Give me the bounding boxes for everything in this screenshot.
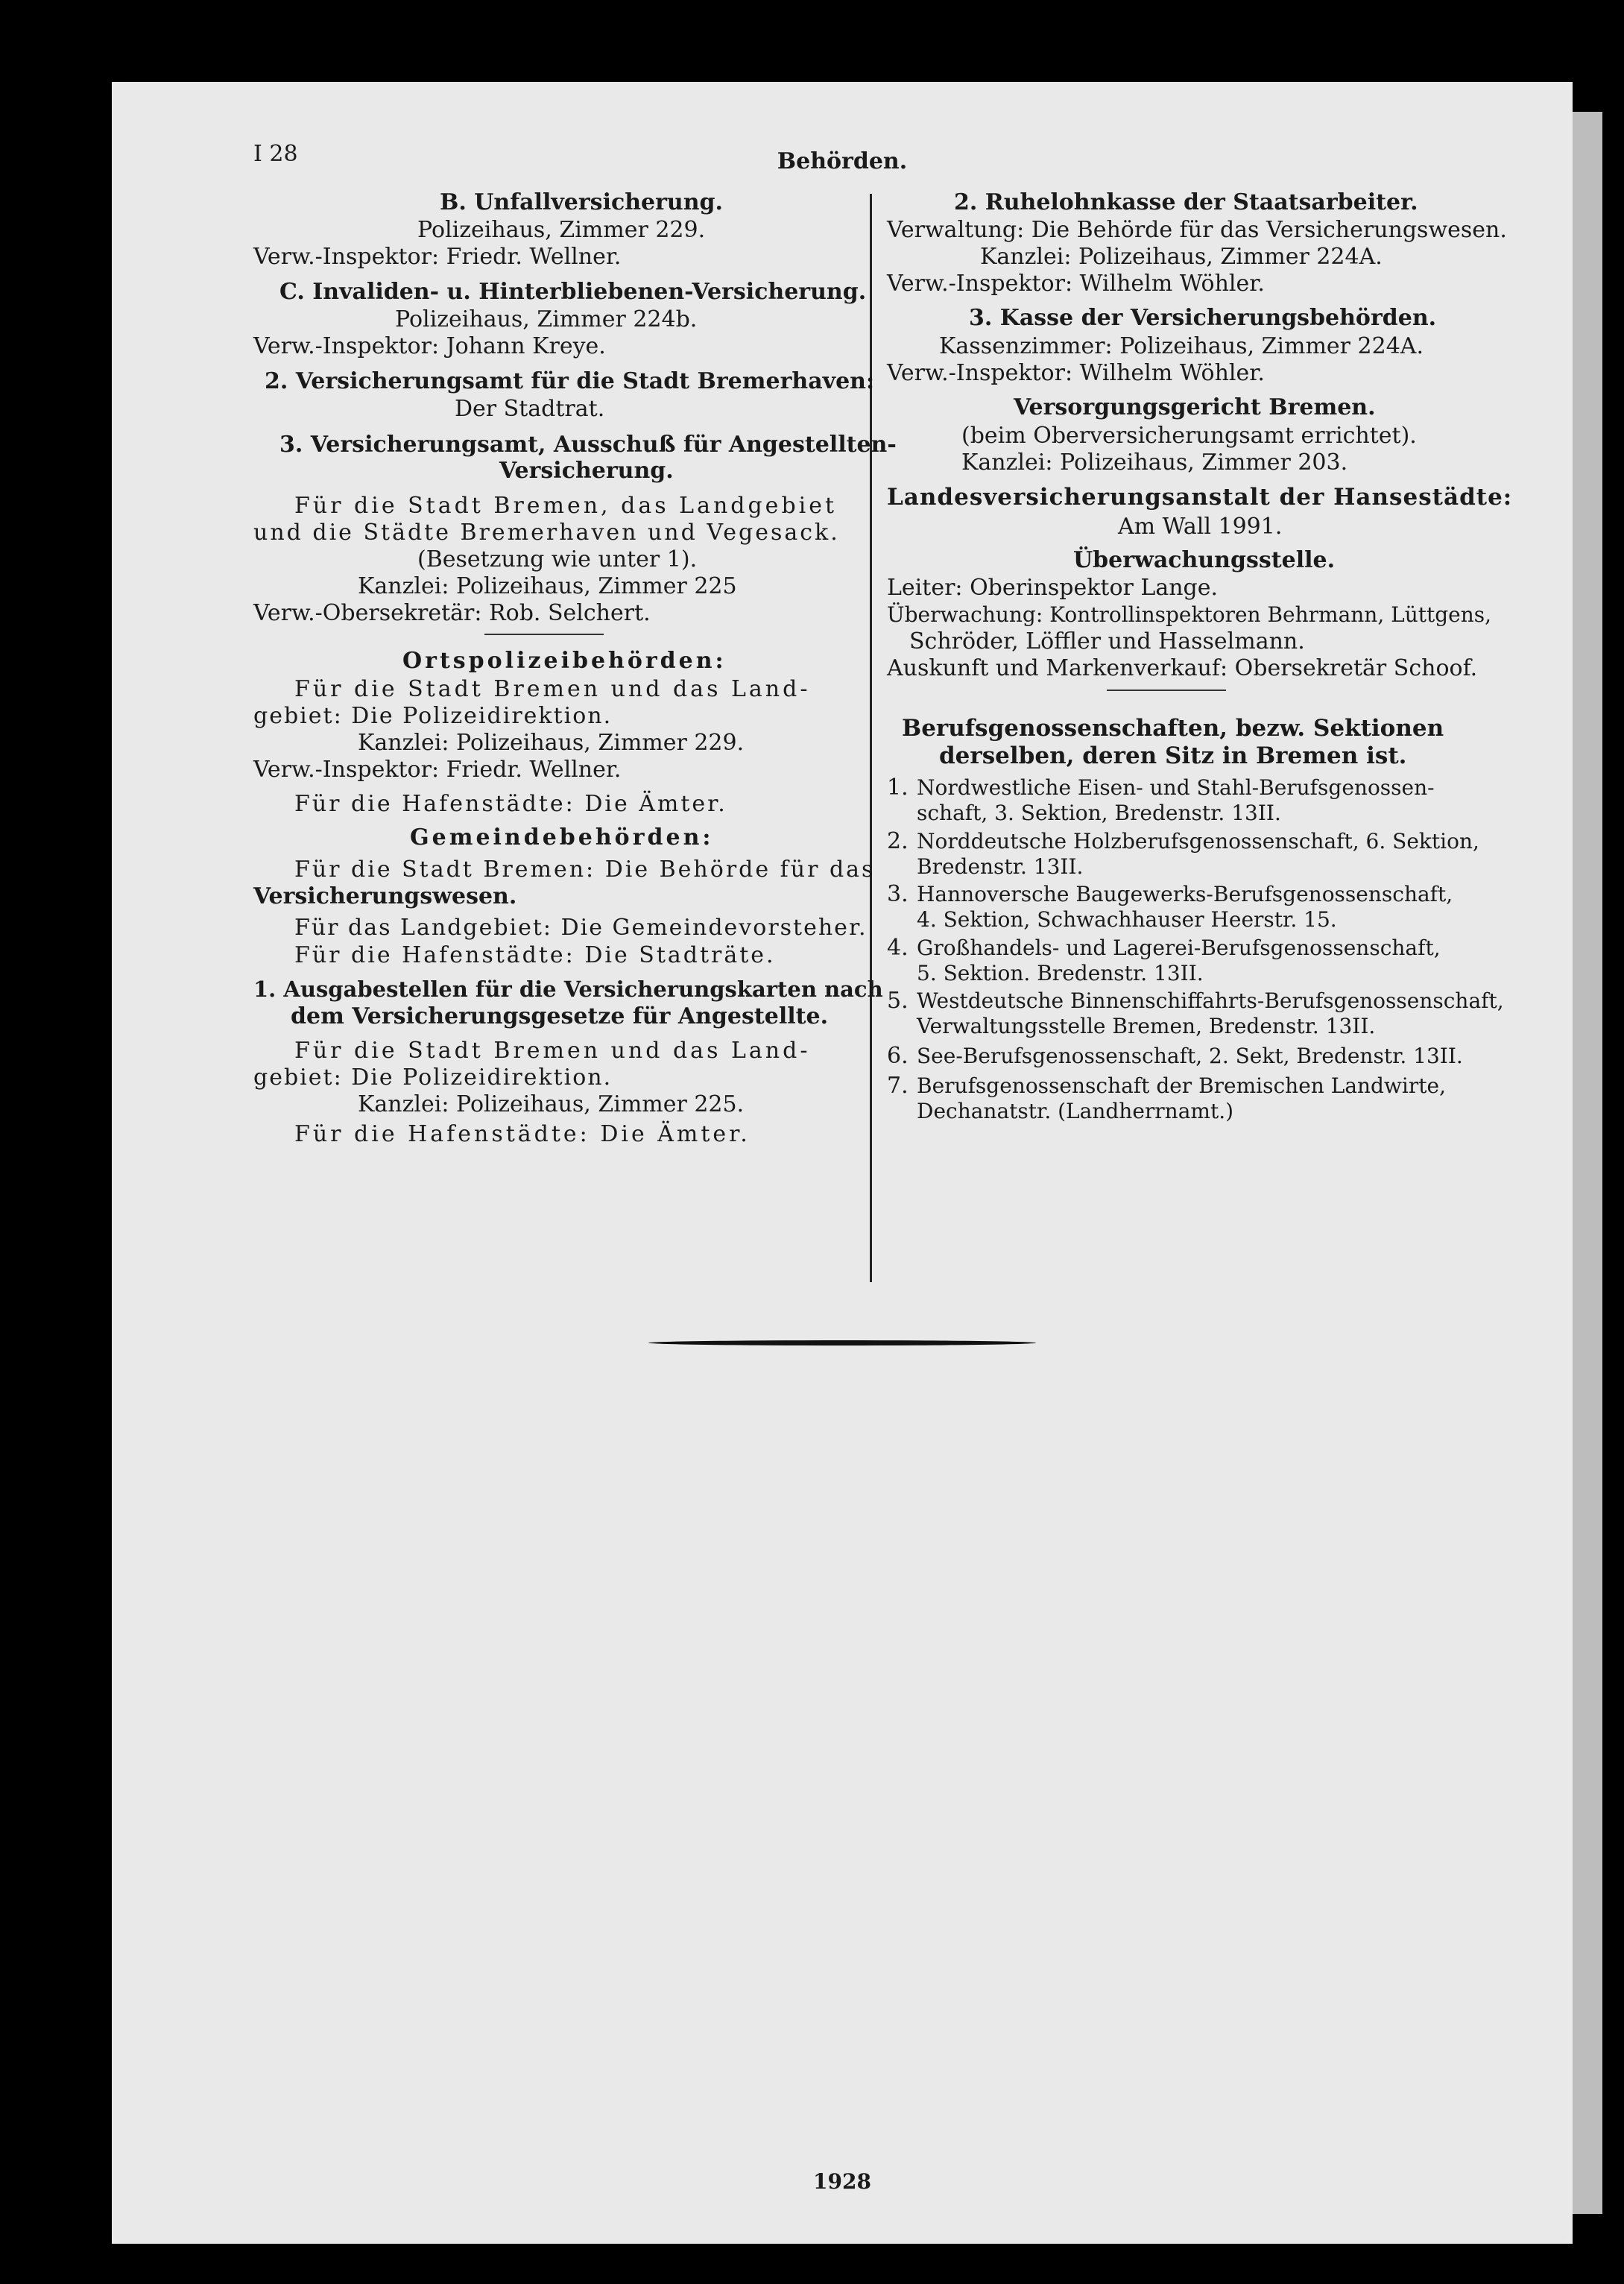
list-item-number: 4. <box>887 935 909 961</box>
section-3-secretary: Verw.-Obersekretär: Rob. Selchert. <box>253 600 651 626</box>
r2-line2: Kanzlei: Polizeihaus, Zimmer 224A. <box>980 244 1383 270</box>
gemeinde-line4: Für die Hafenstädte: Die Stadträte. <box>294 942 776 968</box>
list-item-line1: Nordwestliche Eisen- und Stahl-Berufsgenossen- <box>917 775 1435 800</box>
section-c-inspector: Verw.-Inspektor: Johann Kreye. <box>253 333 606 359</box>
bg-title-line2: derselben, deren Sitz in Bremen ist. <box>939 742 1407 769</box>
list-item-line1: Norddeutsche Holzberufsgenossenschaft, 6. Sektion, <box>917 829 1479 854</box>
ortspolizei-line5: Für die Hafenstädte: Die Ämter. <box>294 791 727 817</box>
r3-line1: Kassenzimmer: Polizeihaus, Zimmer 224A. <box>939 333 1424 359</box>
list-item-number: 3. <box>887 881 909 907</box>
list-item-line2: Bredenstr. 13II. <box>917 854 1084 879</box>
list-item-line1: See-Berufsgenossenschaft, 2. Sekt, Bredenstr. 13II. <box>917 1044 1463 1068</box>
list-item-line2: 4. Sektion, Schwachhauser Heerstr. 15. <box>917 907 1337 932</box>
versorgungsgericht-line1: (beim Oberversicherungsamt errichtet). <box>961 423 1417 449</box>
page-edge <box>1573 112 1602 2214</box>
page-title: Behörden. <box>777 148 908 174</box>
list-item-line2: Dechanatstr. (Landherrnamt.) <box>917 1099 1234 1123</box>
section-c-title: C. Invaliden- u. Hinterbliebenen-Versicherung. <box>279 279 867 305</box>
decorative-rule <box>648 1340 1036 1346</box>
gemeinde-line1: Für die Stadt Bremen: Die Behörde für das <box>294 856 876 883</box>
list-item-number: 1. <box>887 775 909 801</box>
lva-title: Landesversicherungsanstalt der Hansestädte: <box>887 484 1513 511</box>
section-1-line3: Kanzlei: Polizeihaus, Zimmer 225. <box>358 1091 745 1117</box>
r3-title: 3. Kasse der Versicherungsbehörden. <box>969 305 1437 331</box>
list-item-line1: Berufsgenossenschaft der Bremischen Landwirte, <box>917 1073 1446 1098</box>
bg-title-line1: Berufsgenossenschaften, bezw. Sektionen <box>902 715 1444 742</box>
ueberwachung-line1: Leiter: Oberinspektor Lange. <box>887 575 1219 601</box>
ueberwachung-title: Überwachungsstelle. <box>1073 547 1336 573</box>
ortspolizei-line2: gebiet: Die Polizeidirektion. <box>253 703 613 729</box>
section-1-line1: Für die Stadt Bremen und das Land- <box>294 1038 811 1064</box>
ortspolizei-line4: Verw.-Inspektor: Friedr. Wellner. <box>253 757 622 783</box>
page-reference: I 28 <box>253 141 298 167</box>
list-item-line2: Verwaltungsstelle Bremen, Bredenstr. 13II. <box>917 1014 1376 1038</box>
ortspolizei-line3: Kanzlei: Polizeihaus, Zimmer 229. <box>358 730 745 756</box>
list-item-line2: schaft, 3. Sektion, Bredenstr. 13II. <box>917 801 1281 825</box>
gemeinde-line3: Für das Landgebiet: Die Gemeindevorsteher. <box>294 915 868 941</box>
section-3-text-line3: (Besetzung wie unter 1). <box>417 546 698 572</box>
ueberwachung-line2: Überwachung: Kontrollinspektoren Behrmann, Lüttgens, <box>887 602 1492 627</box>
section-b-title: B. Unfallversicherung. <box>440 189 723 215</box>
r3-line2: Verw.-Inspektor: Wilhelm Wöhler. <box>887 360 1265 386</box>
section-1-title-line2: dem Versicherungsgesetze für Angestellte. <box>291 1003 829 1029</box>
list-item-number: 7. <box>887 1073 909 1099</box>
section-1-title-line1: 1. Ausgabestellen für die Versicherungskarten nach <box>253 977 883 1002</box>
r2-line1: Verwaltung: Die Behörde für das Versicherungswesen. <box>887 217 1507 243</box>
section-b-address: Polizeihaus, Zimmer 229. <box>417 217 706 243</box>
divider-rule <box>484 634 604 635</box>
list-item-line2: 5. Sektion. Bredenstr. 13II. <box>917 961 1204 985</box>
lva-address: Am Wall 1991. <box>1118 514 1283 540</box>
section-2-text: Der Stadtrat. <box>455 396 605 422</box>
section-3-text-line1: Für die Stadt Bremen, das Landgebiet <box>294 493 838 519</box>
ortspolizei-line1: Für die Stadt Bremen und das Land- <box>294 676 811 702</box>
section-3-title-line1: 3. Versicherungsamt, Ausschuß für Angestellten- <box>279 432 897 458</box>
ortspolizei-title: Ortspolizeibehörden: <box>402 648 727 674</box>
section-3-title-line2: Versicherung. <box>499 458 674 484</box>
versorgungsgericht-title: Versorgungsgericht Bremen. <box>1014 394 1376 420</box>
r2-title: 2. Ruhelohnkasse der Staatsarbeiter. <box>954 189 1418 215</box>
gemeinde-title: Gemeindebehörden: <box>410 824 714 851</box>
section-3-text-line2: und die Städte Bremerhaven und Vegesack. <box>253 520 840 546</box>
section-b-inspector: Verw.-Inspektor: Friedr. Wellner. <box>253 244 622 270</box>
r2-line3: Verw.-Inspektor: Wilhelm Wöhler. <box>887 271 1265 297</box>
column-divider <box>870 194 872 1282</box>
ueberwachung-line3: Schröder, Löffler und Hasselmann. <box>909 628 1305 654</box>
section-1-line2: gebiet: Die Polizeidirektion. <box>253 1064 613 1091</box>
list-item-line1: Hannoversche Baugewerks-Berufsgenossenschaft, <box>917 882 1453 906</box>
divider-rule-right <box>1107 690 1226 691</box>
section-3-kanzlei: Kanzlei: Polizeihaus, Zimmer 225 <box>358 573 737 599</box>
gemeinde-line2: Versicherungswesen. <box>253 883 517 909</box>
section-2-title: 2. Versicherungsamt für die Stadt Bremerhaven: <box>265 368 875 394</box>
list-item-line1: Großhandels- und Lagerei-Berufsgenossenschaft, <box>917 936 1441 960</box>
section-1-line4: Für die Hafenstädte: Die Ämter. <box>294 1121 751 1147</box>
list-item-number: 2. <box>887 828 909 854</box>
year-footer: 1928 <box>813 2169 871 2194</box>
ueberwachung-line4: Auskunft und Markenverkauf: Obersekretär Schoof. <box>887 655 1478 681</box>
document-page <box>112 82 1573 2244</box>
section-c-address: Polizeihaus, Zimmer 224b. <box>395 306 698 332</box>
list-item-number: 5. <box>887 988 909 1014</box>
list-item-number: 6. <box>887 1043 909 1069</box>
versorgungsgericht-line2: Kanzlei: Polizeihaus, Zimmer 203. <box>961 449 1348 476</box>
list-item-line1: Westdeutsche Binnenschiffahrts-Berufsgenossenschaft, <box>917 988 1504 1013</box>
